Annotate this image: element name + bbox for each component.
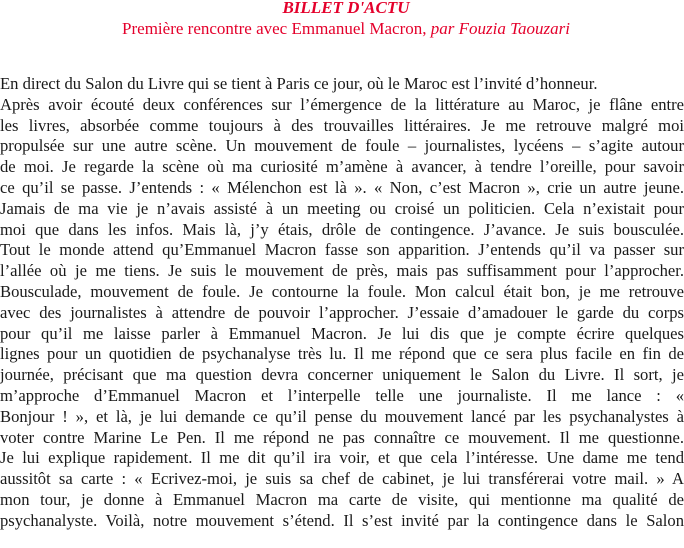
section-title: BILLET D'ACTU (282, 0, 410, 17)
article-line: En direct du Salon du Livre qui se tient à Paris ce jour, où le Maroc est l’invité d’honneur. (0, 74, 598, 93)
article-line: Tout le monde attend qu’Emmanuel Macron fasse son apparition. J’entends qu’il va passer sur (0, 240, 684, 260)
article-header (0, 0, 684, 39)
article-line: journée, précisant que ma question devra concerner uniquement le Salon du Livre. Il sort, je (0, 365, 684, 385)
article-line: lignes pour un quotidien de psychanalyse très lu. Il me répond que ce sera plus facile en fin de (0, 344, 684, 364)
article-line: moi que dans les infos. Mais là, j’y étais, drôle de contingence. J’avance. Je suis bousculée. (0, 219, 684, 239)
article-line: les livres, absorbée comme toujours à des trouvailles littéraires. Je me retrouve malgré moi (0, 115, 684, 135)
article-line: Jamais de ma vie je n’avais assisté à un meeting ou croisé un politicien. Cela n’existait pour (0, 198, 684, 218)
article-subtitle (0, 19, 684, 39)
article-line: Bousculade, mouvement de foule. Je contourne la foule. Mon calcul était bon, je me retrouve (0, 281, 684, 301)
article-line: aussitôt sa carte : « Ecrivez-moi, je suis sa chef de cabinet, je lui transférerai votre mail. » A (0, 469, 684, 489)
subtitle-text: Première rencontre avec Emmanuel Macron, (122, 19, 431, 38)
article-line: avec des journalistes à attendre de pouvoir l’approcher. J’essaie d’amadouer le garde du corps (0, 302, 684, 322)
article-line: voter contre Marine Le Pen. Il me répond ne pas connaître ce mouvement. Il me questionne. (0, 427, 684, 447)
article-line: propulsée sur une autre scène. Un mouvement de foule – journalistes, lycéens – s’agite autour (0, 136, 684, 156)
author-byline: par Fouzia Taouzari (430, 19, 570, 38)
article-line: ce qu’il se passe. J’entends : « Mélenchon est là ». « Non, c’est Macron », crie un autre jeune. (0, 177, 684, 197)
article-line: mon tour, je donne à Emmanuel Macron ma carte de visite, qui mentionne ma qualité de (0, 489, 684, 509)
article-line: l’allée où je me tiens. Je suis le mouvement de près, mais pas suffisamment pour l’approcher. (0, 261, 684, 281)
article-line: m’approche d’Emmanuel Macron et l’interpelle telle une journaliste. Il me lance : « (0, 385, 684, 405)
article-line: Après avoir écouté deux conférences sur l’émergence de la littérature au Maroc, je flâne entre (0, 94, 684, 114)
article-line: Je lui explique rapidement. Il me dit qu’il ira voir, et que cela l’intéresse. Une dame me tend (0, 448, 684, 468)
article-body (0, 74, 684, 532)
article-line: de moi. Je regarde la scène où ma curiosité m’amène à avancer, à tendre l’oreille, pour savoir (0, 157, 684, 177)
article-line: pour qu’il me laisse parler à Emmanuel Macron. Je lui dis que je compte écrire quelques (0, 323, 684, 343)
article-line: Bonjour ! », et là, je lui demande ce qu’il pense du mouvement lancé par les psychanalystes à (0, 406, 684, 426)
article-line: psychanalyste. Voilà, notre mouvement s’étend. Il s’est invité par la contingence dans le Salon (0, 510, 684, 530)
